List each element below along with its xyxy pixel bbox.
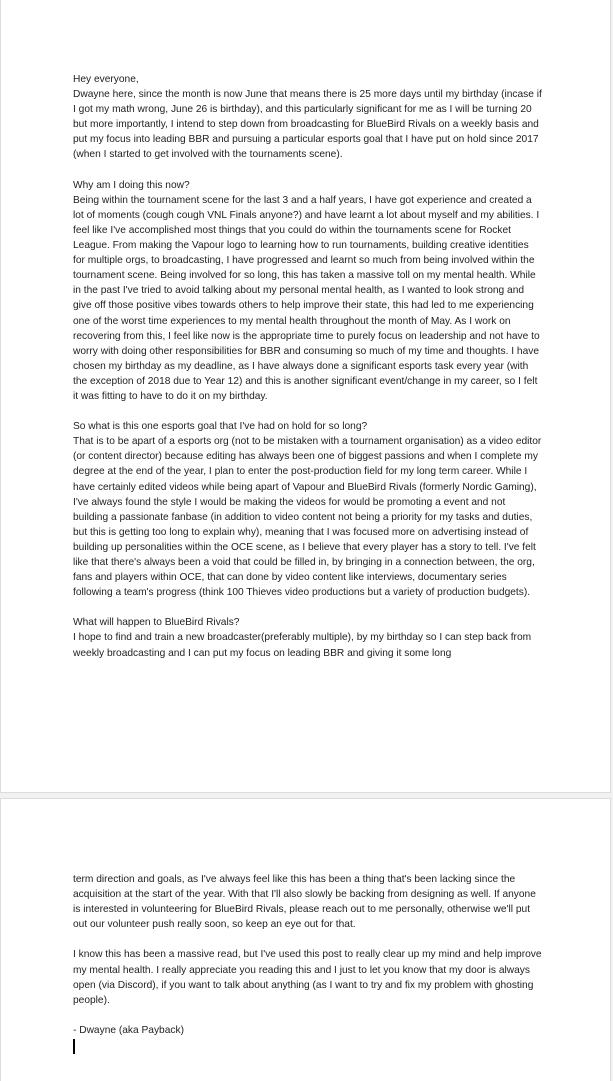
paragraph-continuation: term direction and goals, as I've always feel like this has been a thing that's been lacking since the acquisition at the start of the year. With that I'll also slowly be backing from designing as well. If anyone is interested in volunteering for BlueBird Rivals, please reach out to me personally, otherwise we'll put out our volunteer push really soon, so keep an eye out for that.	[73, 874, 536, 931]
paragraph-greeting: Hey everyone, Dwayne here, since the month is now June that means there is 25 more days until my birthday (incase if I got my math wrong, June 26 is birthday), and this particularly significant for me as I will be turning 20 but more importantly, I intend to step down from broadcasting for BlueBird Rivals on a weekly basis and put my focus into leading BBR and pursuing a particular esports goal that I have put on hold since 2017 (when I started to get involved with the tournaments scene).	[73, 74, 542, 161]
paragraph-bluebird-future: What will happen to BlueBird Rivals? I hope to find and train a new broadcaster(preferably multiple), by my birthday so I can step back from weekly broadcasting and I can put my focus on leading BBR and giving it some long	[73, 617, 532, 659]
text-cursor	[73, 1039, 75, 1054]
document-page-2[interactable]	[0, 798, 611, 1081]
page-2-body[interactable]	[73, 872, 543, 1054]
paragraph-esports-goal: So what is this one esports goal that I've had on hold for so long? That is to be apart of a esports org (not to be mistaken with a tournament organisation) as a video editor (or content director) because editing has always been one of biggest passions and when I complete my degree at the end of the year, I plan to enter the post-production field for my long term career. While I have certainly edited videos while being apart of Vapour and BlueBird Rivals (formerly Nordic Gaming), I've always found the style I would be making the videos for would be promoting a event and not building a passionate fanbase (in addition to video content not being a priority for my tasks and duties, but this is getting too long to explain why), meaning that I was focused more on advertising instead of building up personalities within the OCE scene, as I believe that every player has a story to tell. I've felt like that there's always been a void that could be filled in, by bringing in a connection between, the org, fans and players within OCE, that can done by video content like interviews, documentary series following a team's progress (think 100 Thieves video productions but a variety of production budgets).	[73, 421, 542, 599]
paragraph-signature: - Dwayne (aka Payback)	[73, 1024, 184, 1036]
paragraph-why-now: Why am I doing this now? Being within the tournament scene for the last 3 and a half years, I have got experience and created a lot of moments (cough cough VNL Finals anyone?) and have learnt a lot about myself and my abilities. I feel like I've accomplished most things that you could do within the tournaments scene for Rocket League. From making the Vapour logo to learning how to run tournaments, building creative identities for multiple orgs, to broadcasting, I have progressed and learnt so much from being involved within the tournament scene. Being involved for so long, this has taken a massive toll on my mental health. While in the past I've tried to avoid talking about my personal mental health, as I wanted to look strong and give off those positive vibes towards others to help improve their state, this had led to me experiencing one of the worst time experiences to my mental health throughout the month of May. As I work on recovering from this, I feel like now is the appropriate time to purely focus on leadership and not have to worry with doing other responsibilities for BBR and consuming so much of my time and thoughts. I have chosen my birthday as my deadline, as I have always done a significant esports task every year (with the exception of 2018 due to Year 12) and this is another significant event/change in my career, so I felt it was fitting to have to do it on my birthday.	[73, 179, 540, 402]
page-1-body[interactable]	[73, 72, 543, 661]
paragraph-closing: I know this has been a massive read, but I've used this post to really clear up my mind and help improve my mental health. I really appreciate you reading this and I just to let you know that my door is always open (via Discord), if you want to talk about anything (as I want to try and fix my problem with ghosting people).	[73, 949, 542, 1006]
